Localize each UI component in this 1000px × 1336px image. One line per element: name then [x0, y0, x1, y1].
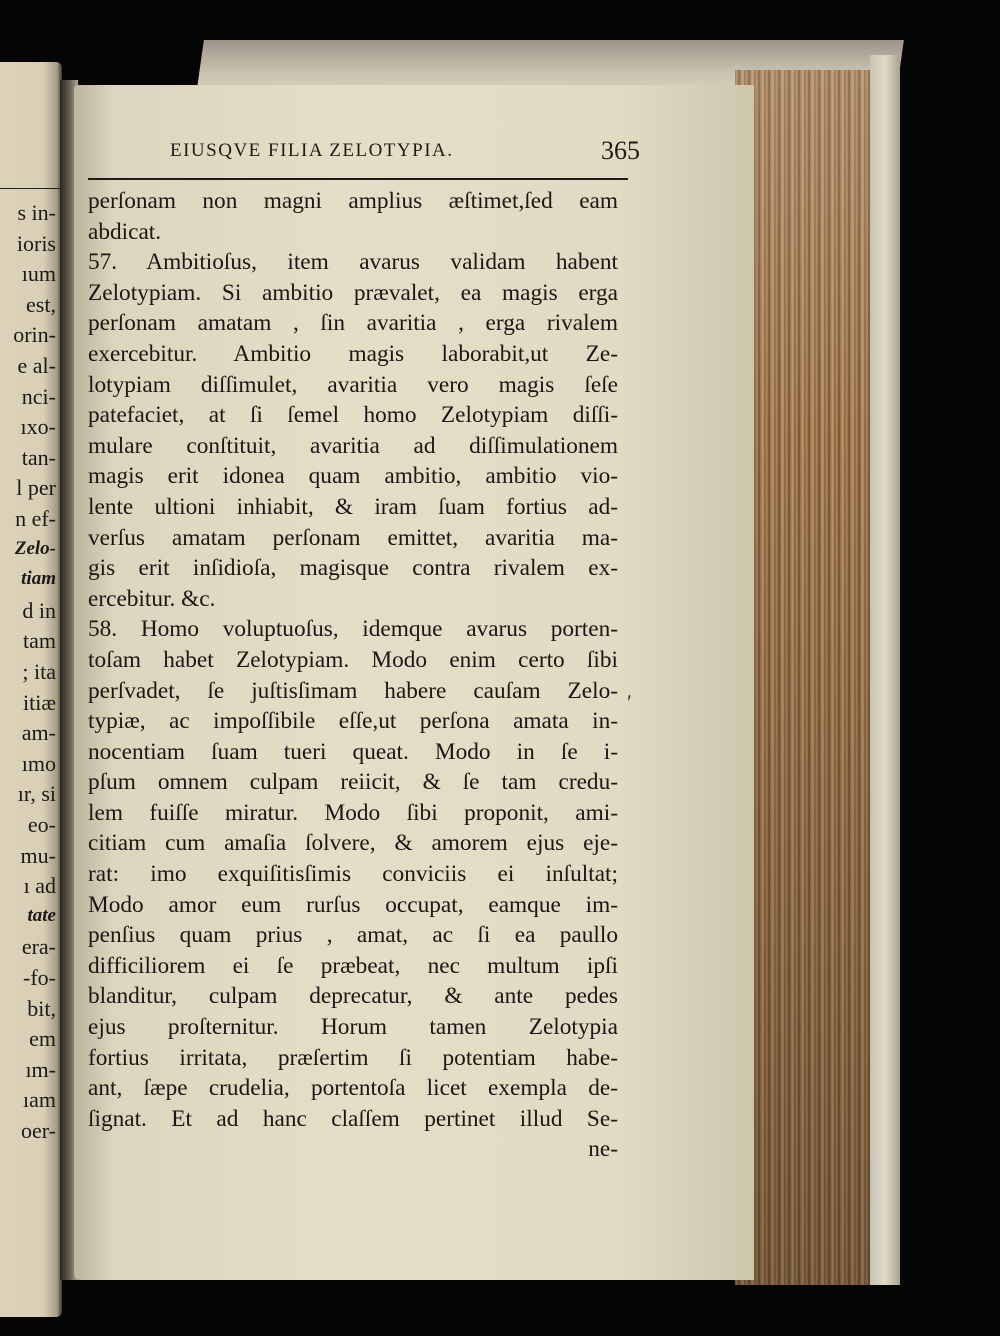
left-page-fragment-line: orin- — [13, 322, 56, 348]
left-page-fragment-line: ıxo- — [20, 414, 56, 440]
book-cover-edge — [870, 55, 900, 1285]
header-title: EIUSQVE FILIA ZELOTYPIA. — [170, 140, 454, 161]
left-page-fragment-line: tiam — [21, 568, 56, 590]
text-line: lem fuiſſe miratur. Modo ſibi proponit, ami- — [88, 799, 618, 826]
page-number: 365 — [601, 136, 640, 165]
text-line: ſignat. Et ad hanc claſſem pertinet illud Se- — [88, 1105, 618, 1132]
margin-mark: ʹ — [627, 690, 632, 715]
left-page-fragment-line: am- — [21, 720, 56, 746]
left-page-fragment-line: ioris — [16, 230, 56, 256]
left-page-fragment-line: n ef- — [15, 506, 56, 531]
left-page-fragment-line: nci- — [21, 383, 56, 409]
text-line: ercebitur. &c. — [88, 585, 216, 612]
text-line: Zelotypiam. Si ambitio prævalet, ea magis erga — [88, 279, 618, 306]
text-line: 58. Homo voluptuoſus, idemque avarus porten- — [88, 616, 618, 643]
running-header — [170, 136, 640, 165]
text-line: nocentiam ſuam tueri queat. Modo in ſe i- — [88, 738, 618, 765]
left-page-fragment-line: era- — [21, 934, 56, 960]
header-rule — [88, 178, 628, 180]
left-page-fragment-line: -fo- — [23, 965, 56, 990]
page-edges-shade — [735, 70, 885, 1285]
left-page-fragment-line: ; ita — [22, 659, 56, 684]
text-line: exercebitur. Ambitio magis laborabit,ut Ze- — [88, 340, 618, 367]
left-page-fragment-line: l per — [16, 475, 56, 501]
left-page-fragment-line: ıum — [21, 261, 56, 287]
text-line: magis erit idonea quam ambitio, ambitio vio- — [88, 463, 618, 490]
text-line: lotypiam diſſimulet, avaritia vero magis ſeſe — [88, 371, 618, 398]
left-page-fragment-line: ımo — [21, 750, 56, 776]
text-line: toſam habet Zelotypiam. Modo enim certo ſibi — [88, 646, 618, 673]
text-line: difficiliorem ei ſe præbeat, nec multum ipſi — [88, 952, 618, 979]
text-line: lente ultioni inhiabit, & iram ſuam fortius ad- — [88, 493, 618, 520]
text-line: pſum omnem culpam reiicit, & ſe tam credu- — [88, 769, 618, 796]
left-page-fragment-line: oer- — [21, 1118, 56, 1143]
text-line: gis erit inſidioſa, magisque contra rivalem ex- — [88, 555, 618, 582]
catchword: ne- — [588, 1136, 618, 1163]
left-page-fragment-line: tam — [23, 628, 56, 654]
text-line: fortius irritata, præſertim ſi potentiam habe- — [88, 1044, 618, 1071]
left-page-fragment-line: mu- — [20, 842, 56, 868]
text-line: patefaciet, at ſi ſemel homo Zelotypiam diſſi- — [88, 402, 618, 429]
left-page-fragment-line: bit, — [27, 995, 56, 1021]
text-line: perſonam non magni amplius æſtimet,ſed eam — [88, 188, 618, 214]
left-page-fragment-line: d in — [22, 597, 56, 623]
text-line: mulare conſtituit, avaritia ad diſſimulationem — [88, 432, 618, 459]
left-page-fragment-line: Zelo- — [14, 537, 56, 559]
left-page-fragment-line: e al- — [17, 353, 56, 378]
left-page-fragment-line: tan- — [21, 444, 56, 470]
left-page-fragment-line: tate — [27, 904, 56, 926]
text-line: abdicat. — [88, 218, 162, 245]
left-page-fragment-line: ıam — [23, 1087, 56, 1113]
left-page-fragment — [0, 62, 62, 1317]
left-page-fragment-line: est, — [26, 291, 56, 317]
left-page-fragment-line: em — [29, 1026, 56, 1052]
left-page-fragment-line: ır, si — [17, 781, 56, 807]
left-page-fragment-line: itiæ — [22, 689, 56, 715]
left-page-fragment-line: s in- — [17, 200, 56, 225]
left-page-rule — [0, 188, 62, 189]
text-line: verſus amatam perſonam emittet, avaritia ma- — [88, 524, 618, 551]
left-page-fragment-line: ım- — [25, 1056, 56, 1082]
text-line: ant, ſæpe crudelia, portentoſa licet exempla de- — [88, 1075, 618, 1102]
text-line: citiam cum amaſia ſolvere, & amorem ejus eje- — [88, 830, 618, 857]
text-line: 57. Ambitioſus, item avarus validam habent — [88, 249, 618, 276]
text-line: blanditur, culpam deprecatur, & ante pedes — [88, 983, 618, 1010]
text-line: ejus proſternitur. Horum tamen Zelotypia — [88, 1014, 618, 1041]
left-page-fragment-line: eo- — [27, 812, 56, 837]
text-line: penſius quam prius , amat, ac ſi ea paullo — [88, 922, 618, 949]
text-line: perſonam amatam , ſin avaritia , erga rivalem — [88, 310, 618, 337]
text-line: typiæ, ac impoſſibile eſſe,ut perſona amata in- — [88, 708, 618, 735]
left-page-fragment-line: ı ad — [23, 873, 56, 899]
text-line: rat: imo exquiſitisſimis conviciis ei inſultat; — [88, 861, 618, 888]
text-line: perſvadet, ſe juſtisſimam habere cauſam Zelo- — [88, 677, 618, 704]
page-body — [88, 186, 618, 1165]
text-line: Modo amor eum rurſus occupat, eamque im- — [88, 891, 618, 918]
